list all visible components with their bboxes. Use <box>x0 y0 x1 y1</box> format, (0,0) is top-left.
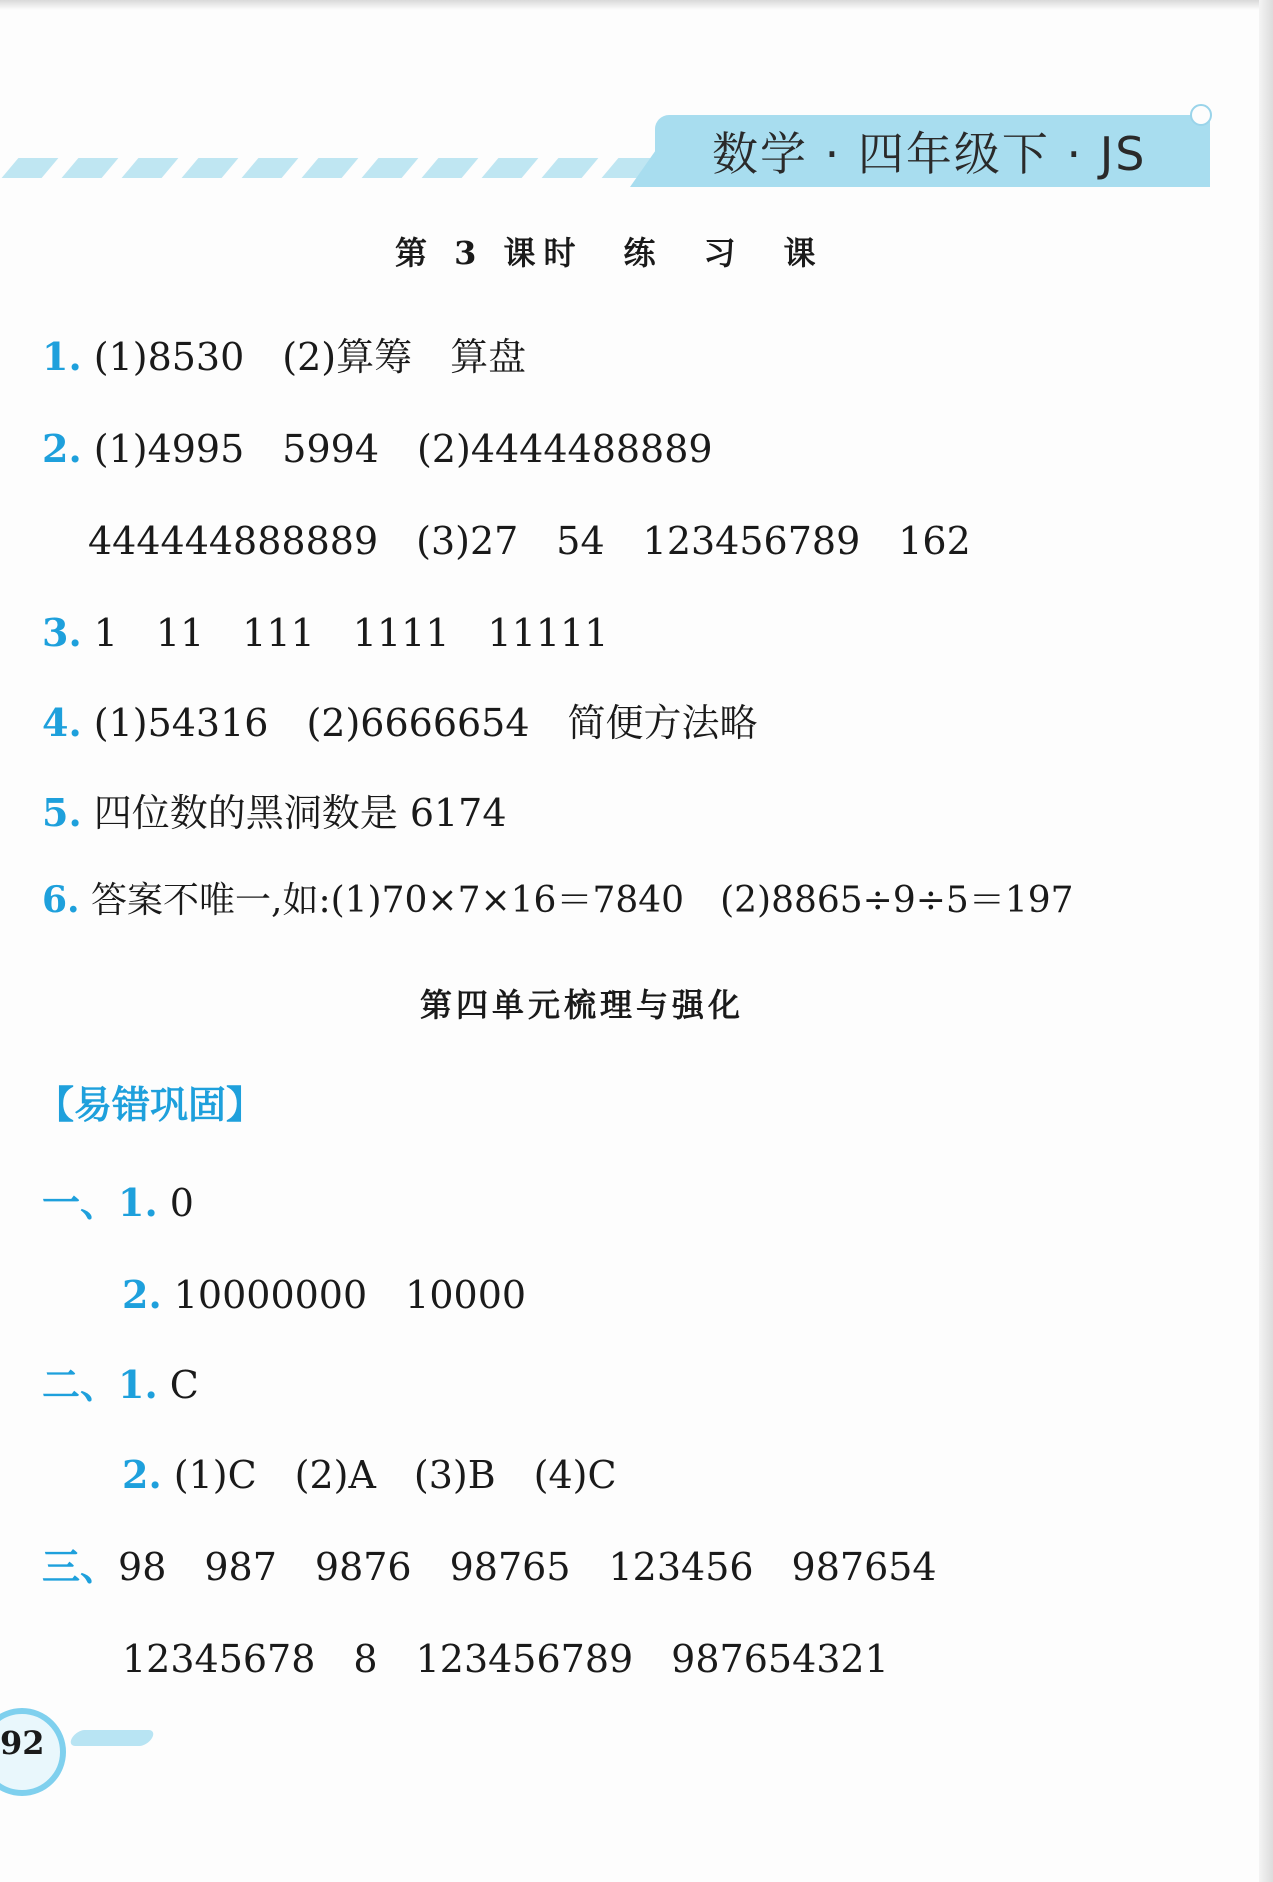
answer-line <box>42 418 713 473</box>
answer-line <box>122 1264 526 1319</box>
item-number: 3. <box>42 610 82 655</box>
answer-line <box>88 510 971 565</box>
header-dash <box>362 158 419 178</box>
answer-line <box>42 872 1074 923</box>
footer-swoosh <box>67 1730 156 1746</box>
answer-text: (1)4995 5994 (2)4444488889 <box>81 427 713 471</box>
header-dash <box>62 158 119 178</box>
answer-line <box>42 692 758 747</box>
header-dash <box>2 158 59 178</box>
item-number: 5. <box>42 790 82 835</box>
page-top-shadow <box>0 0 1273 10</box>
answer-text: (1)8530 (2)算筹 算盘 <box>81 335 527 379</box>
header-dash <box>242 158 299 178</box>
answer-text: 0 <box>157 1181 194 1225</box>
lesson-title: 第 3 课时 练 习 课 <box>395 234 824 272</box>
header-dash <box>542 158 599 178</box>
header-dash <box>122 158 179 178</box>
header-dash <box>422 158 479 178</box>
answer-line <box>42 1172 194 1227</box>
answer-line <box>42 782 507 837</box>
item-number: 4. <box>42 700 82 745</box>
answer-text: (1)C (2)A (3)B (4)C <box>161 1453 617 1497</box>
answer-line <box>42 326 526 381</box>
answer-line <box>42 1354 199 1409</box>
subsection-heading: 【易错巩固】 <box>36 1083 265 1127</box>
unit-review-title: 第四单元梳理与强化 <box>420 986 745 1024</box>
page-right-edge <box>1259 0 1273 1882</box>
answer-line <box>42 1536 937 1591</box>
answer-text: 10000000 10000 <box>161 1273 527 1317</box>
header-dash <box>302 158 359 178</box>
answer-line <box>122 1444 617 1499</box>
answer-line <box>42 602 608 657</box>
item-number: 二、1. <box>42 1362 158 1407</box>
answer-line <box>122 1628 889 1683</box>
book-title: 数学 · 四年级下 · JS <box>712 127 1147 181</box>
item-number: 三、 <box>42 1544 119 1589</box>
answer-text: C <box>157 1363 199 1407</box>
header-dashed-band <box>0 158 700 180</box>
header-dash <box>482 158 539 178</box>
item-number: 2. <box>42 426 82 471</box>
item-number: 6. <box>42 879 80 921</box>
answer-text: 答案不唯一,如:(1)70×7×16＝7840 (2)8865÷9÷5＝197 <box>79 880 1074 921</box>
item-number: 1. <box>42 334 82 379</box>
answer-text: 四位数的黑洞数是 6174 <box>81 791 507 835</box>
answer-text: 12345678 8 123456789 987654321 <box>122 1637 889 1681</box>
answer-text: 1 11 111 1111 11111 <box>81 611 609 655</box>
answer-text: 98 987 9876 98765 123456 987654 <box>118 1545 937 1589</box>
answer-text: 444444888889 (3)27 54 123456789 162 <box>88 519 971 563</box>
page-number: 92 <box>0 1724 45 1762</box>
header-ring-icon <box>1190 104 1212 126</box>
header-dash <box>182 158 239 178</box>
item-number: 2. <box>122 1452 162 1497</box>
answer-text: (1)54316 (2)6666654 简便方法略 <box>81 701 758 745</box>
item-number: 2. <box>122 1272 162 1317</box>
item-number: 一、1. <box>42 1180 158 1225</box>
